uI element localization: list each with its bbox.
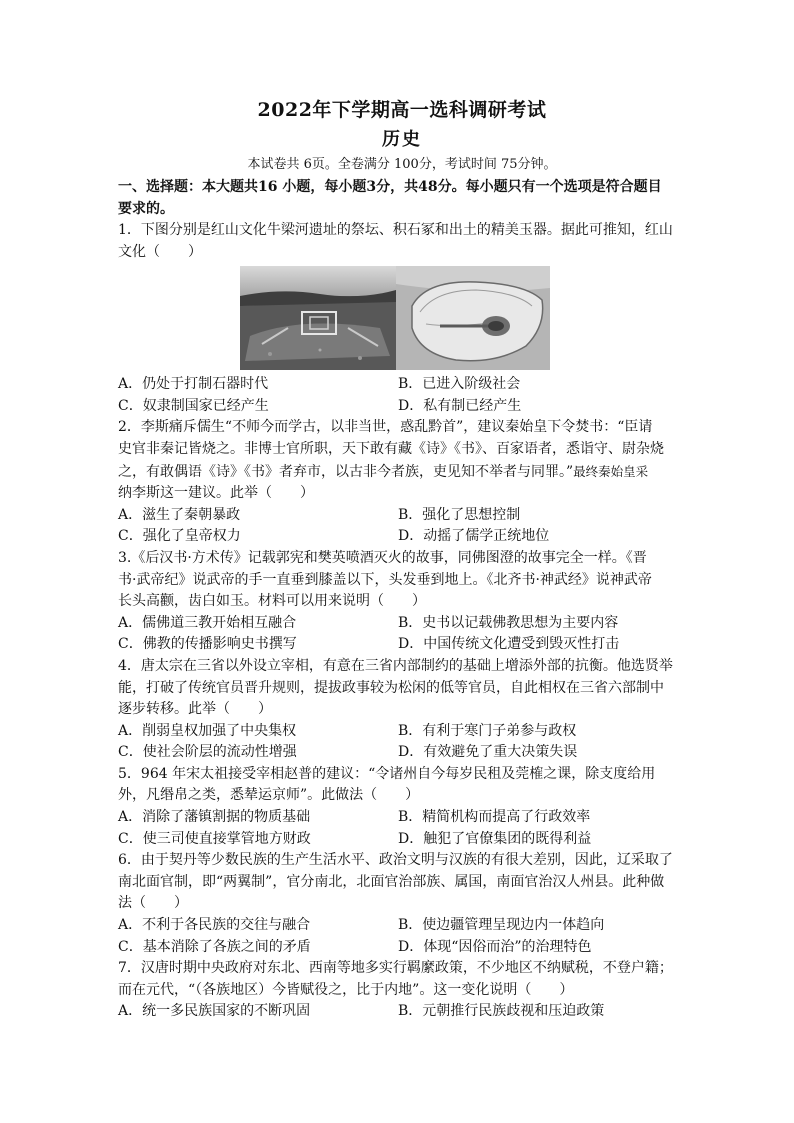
question-stem [118, 220, 686, 263]
options [118, 374, 686, 417]
question-stem [118, 850, 686, 915]
exam-note: 本试卷共 6页。全卷满分 100分，考试时间 75分钟。 [247, 157, 557, 172]
options [118, 613, 686, 656]
option-b: B．精简机构而提高了行政效率 [398, 809, 591, 826]
options [118, 721, 686, 764]
option-d: D．私有制已经产生 [398, 397, 522, 414]
option-d: D．触犯了官僚集团的既得利益 [398, 830, 592, 847]
question-5 [118, 764, 686, 850]
stem-line: 6．由于契丹等少数民族的生产生活水平、政治文明与汉族的有很大差别，因此，辽采取了 [118, 852, 673, 869]
option-c: C．基本消除了各族之间的矛盾 [118, 938, 311, 955]
stem-line: 长头高颧，齿白如玉。材料可以用来说明（ ） [118, 593, 426, 610]
question-stem [118, 548, 686, 613]
option-c: C．强化了皇帝权力 [118, 528, 241, 545]
option-b: B．有利于寒门子弟参与政权 [398, 722, 577, 739]
stem-line: 能，打破了传统官员晋升规则，提拔政事较为松闲的低等官员，自此相权在三省六部制中 [118, 679, 664, 696]
stem-line: 书·武帝纪》说武帝的手一直垂到膝盖以下，头发垂到地上。《北齐书·神武经》说神武帝 [118, 571, 652, 588]
stem-line: 外，凡缗帛之类，悉辇运京师”。此做法（ ） [118, 787, 420, 804]
option-b: B．已进入阶级社会 [398, 376, 521, 393]
option-d: D．中国传统文化遭受到毁灭性打击 [398, 636, 620, 653]
options [118, 505, 686, 548]
option-c: C．使社会阶层的流动性增强 [118, 744, 297, 761]
stem-line: 史官非秦记皆烧之。非博士官所职，天下敢有藏《诗》《书》、百家语者，悉诣守、尉杂烧 [118, 440, 664, 457]
option-c: C．佛教的传播影响史书撰写 [118, 636, 297, 653]
option-a: A．消除了藩镇割据的物质基础 [118, 809, 311, 826]
option-a: A．儒佛道三教开始相互融合 [118, 614, 297, 631]
option-b: B．强化了思想控制 [398, 506, 521, 523]
option-c: C．奴隶制国家已经产生 [118, 397, 269, 414]
stem-line: 7．汉唐时期中央政府对东北、西南等地多实行羁縻政策，不少地区不纳赋税，不登户籍； [118, 960, 673, 977]
question-1 [118, 220, 686, 417]
question-stem [118, 656, 686, 721]
question-stem [118, 764, 686, 807]
option-a: A．统一多民族国家的不断巩固 [118, 1003, 311, 1020]
option-d: D．体现“因俗而治”的治理特色 [398, 938, 592, 955]
section-heading-line1: 一、选择题：本大题共16 小题，每小题3分，共48分。每小题只有一个选项是符合题目 [118, 179, 662, 195]
stem-line: 之，有敢偶语《诗》《书》者弃市，以古非今者族，吏见知不举者与同罪。” [118, 463, 574, 480]
option-b: B．元朝推行民族歧视和压迫政策 [398, 1003, 605, 1020]
exam-title: 2022年下学期高一选科调研考试 [257, 99, 547, 121]
option-d: D．有效避免了重大决策失误 [398, 744, 578, 761]
option-d: D．动摇了儒学正统地位 [398, 528, 550, 545]
option-a: A．仍处于打制石器时代 [118, 376, 269, 393]
question-7 [118, 958, 686, 1023]
stem-line: 而在元代，“（各族地区）今皆赋役之，比于内地”。这一变化说明（ ） [118, 981, 574, 998]
question-3 [118, 548, 686, 656]
jade-artifact-photo [396, 266, 550, 370]
option-a: A．削弱皇权加强了中央集权 [118, 722, 297, 739]
stem-line: 4．唐太宗在三省以外设立宰相，有意在三省内部制约的基础上增添外部的抗衡。他选贤举 [118, 657, 673, 674]
question-6 [118, 850, 686, 958]
options [118, 1001, 686, 1023]
stem-line: 5．964 年宋太祖接受宰相赵普的建议：“令诸州自今每岁民租及莞榷之课，除支度给用 [118, 765, 656, 782]
question-stem [118, 958, 686, 1001]
stem-line: 纳李斯这一建议。此举（ ） [118, 485, 314, 502]
option-c: C．使三司使直接掌管地方财政 [118, 830, 311, 847]
stem-line: 逐步转移。此举（ ） [118, 701, 272, 718]
stem-line-small: 最终秦始皇采 [573, 463, 649, 479]
section-heading [118, 176, 686, 220]
options [118, 807, 686, 850]
option-b: B．使边疆管理呈现边内一体趋向 [398, 917, 605, 934]
stem-line: 南北面官制，即“两翼制”，官分南北，北面官治部族、属国，南面官治汉人州县。此种做 [118, 873, 665, 890]
question-4 [118, 656, 686, 764]
option-b: B．史书以记载佛教思想为主要内容 [398, 614, 619, 631]
question-2 [118, 417, 686, 548]
exam-subject: 历史 [382, 129, 422, 150]
stem-line: 1．下图分别是红山文化牛梁河遗址的祭坛、积石冢和出土的精美玉器。据此可推知，红山 [118, 222, 673, 238]
question-stem [118, 417, 686, 504]
stem-line: 文化（ ） [118, 243, 202, 260]
question-1-figure [240, 266, 550, 370]
stem-line: 2．李斯痛斥儒生“不师今而学古，以非当世，惑乱黔首”，建议秦始皇下令焚书：“臣请 [118, 419, 653, 436]
altar-and-stone-mound-photo [240, 266, 396, 370]
stem-line: 法（ ） [118, 895, 188, 912]
stem-line: 3.《后汉书·方术传》记载郭宪和樊英喷酒灭火的故事，同佛图澄的故事完全一样。《晋 [118, 549, 647, 566]
section-heading-line2: 要求的。 [118, 201, 174, 217]
options [118, 915, 686, 958]
option-a: A．不利于各民族的交往与融合 [118, 917, 311, 934]
option-a: A．滋生了秦朝暴政 [118, 506, 241, 523]
